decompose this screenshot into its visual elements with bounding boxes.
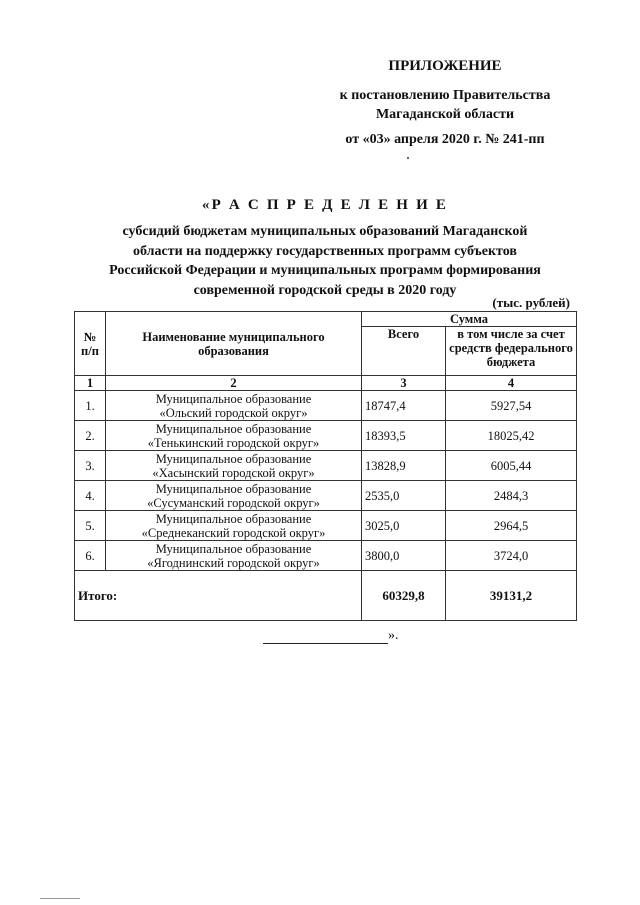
row-name-line-1: Муниципальное образование [155, 481, 312, 496]
resolution-line-2: Магаданской области [375, 107, 515, 122]
column-number-2: 2 [106, 376, 362, 391]
row-federal: 2964,5 [446, 511, 577, 541]
speck-mark [407, 157, 409, 159]
table-row [75, 511, 577, 541]
total-federal: 39131,2 [446, 571, 577, 621]
row-name-line-2: «Тенькинский городской округ» [147, 435, 320, 450]
resolution-reference [300, 86, 590, 124]
total-label: Итого: [75, 571, 362, 621]
signature-underline [263, 629, 388, 644]
row-name [106, 541, 362, 571]
subtitle-line: современной городской среды в 2020 году [193, 282, 457, 298]
row-name-line-1: Муниципальное образование [155, 511, 312, 526]
header-total: Всего [362, 327, 446, 376]
subtitle-line: субсидий бюджетам муниципальных образований Магаданской [122, 224, 528, 239]
total-row [75, 571, 577, 621]
row-number: 2. [75, 421, 106, 451]
resolution-line-1: к постановлению Правительства [339, 88, 551, 103]
document-title: «Р А С П Р Е Д Е Л Е Н И Е [201, 197, 449, 213]
total-sum: 60329,8 [362, 571, 446, 621]
closing-quote: ». [388, 628, 399, 643]
row-total: 2535,0 [362, 481, 446, 511]
scan-edge-mark [40, 898, 80, 899]
row-total: 3025,0 [362, 511, 446, 541]
column-number-1: 1 [75, 376, 106, 391]
header-number: № п/п [75, 312, 106, 376]
row-number: 1. [75, 391, 106, 421]
row-federal: 2484,3 [446, 481, 577, 511]
subtitle-line: области на поддержку государственных программ субъектов [133, 243, 517, 259]
closing-line [263, 628, 399, 644]
row-total: 3800,0 [362, 541, 446, 571]
table-row [75, 391, 577, 421]
row-federal: 3724,0 [446, 541, 577, 571]
header-federal: в том числе за счет средств федерального бюджета [446, 327, 577, 376]
row-number: 3. [75, 451, 106, 481]
row-total: 13828,9 [362, 451, 446, 481]
appendix-heading: ПРИЛОЖЕНИЕ [388, 58, 502, 74]
header-name: Наименование муниципального образования [106, 312, 362, 376]
row-name [106, 481, 362, 511]
row-name [106, 511, 362, 541]
row-name-line-2: «Сусуманский городской округ» [147, 495, 320, 510]
header-sum: Сумма [362, 312, 577, 327]
row-name-line-2: «Хасынский городской округ» [152, 465, 315, 480]
row-name [106, 391, 362, 421]
row-name-line-2: «Ягоднинский городской округ» [147, 555, 320, 570]
resolution-date: от «03» апреля 2020 г. № 241-пп [345, 132, 545, 147]
row-federal: 6005,44 [446, 451, 577, 481]
row-total: 18747,4 [362, 391, 446, 421]
row-name [106, 451, 362, 481]
units-note: (тыс. рублей) [492, 295, 570, 310]
row-number: 5. [75, 511, 106, 541]
row-total: 18393,5 [362, 421, 446, 451]
document-subtitle [80, 222, 570, 300]
row-name-line-1: Муниципальное образование [155, 421, 312, 436]
row-name [106, 421, 362, 451]
row-name-line-2: «Ольский городской округ» [159, 405, 308, 420]
column-number-3: 3 [362, 376, 446, 391]
row-name-line-1: Муниципальное образование [155, 451, 312, 466]
table-row [75, 481, 577, 511]
row-number: 6. [75, 541, 106, 571]
table-row [75, 541, 577, 571]
row-federal: 18025,42 [446, 421, 577, 451]
row-name-line-2: «Среднеканский городской округ» [141, 525, 326, 540]
subsidy-table [74, 311, 577, 621]
row-number: 4. [75, 481, 106, 511]
table-row [75, 421, 577, 451]
column-number-4: 4 [446, 376, 577, 391]
row-name-line-1: Муниципальное образование [155, 541, 312, 556]
table-row [75, 451, 577, 481]
row-federal: 5927,54 [446, 391, 577, 421]
subtitle-line: Российской Федерации и муниципальных программ формирования [109, 263, 541, 278]
row-name-line-1: Муниципальное образование [155, 391, 312, 406]
